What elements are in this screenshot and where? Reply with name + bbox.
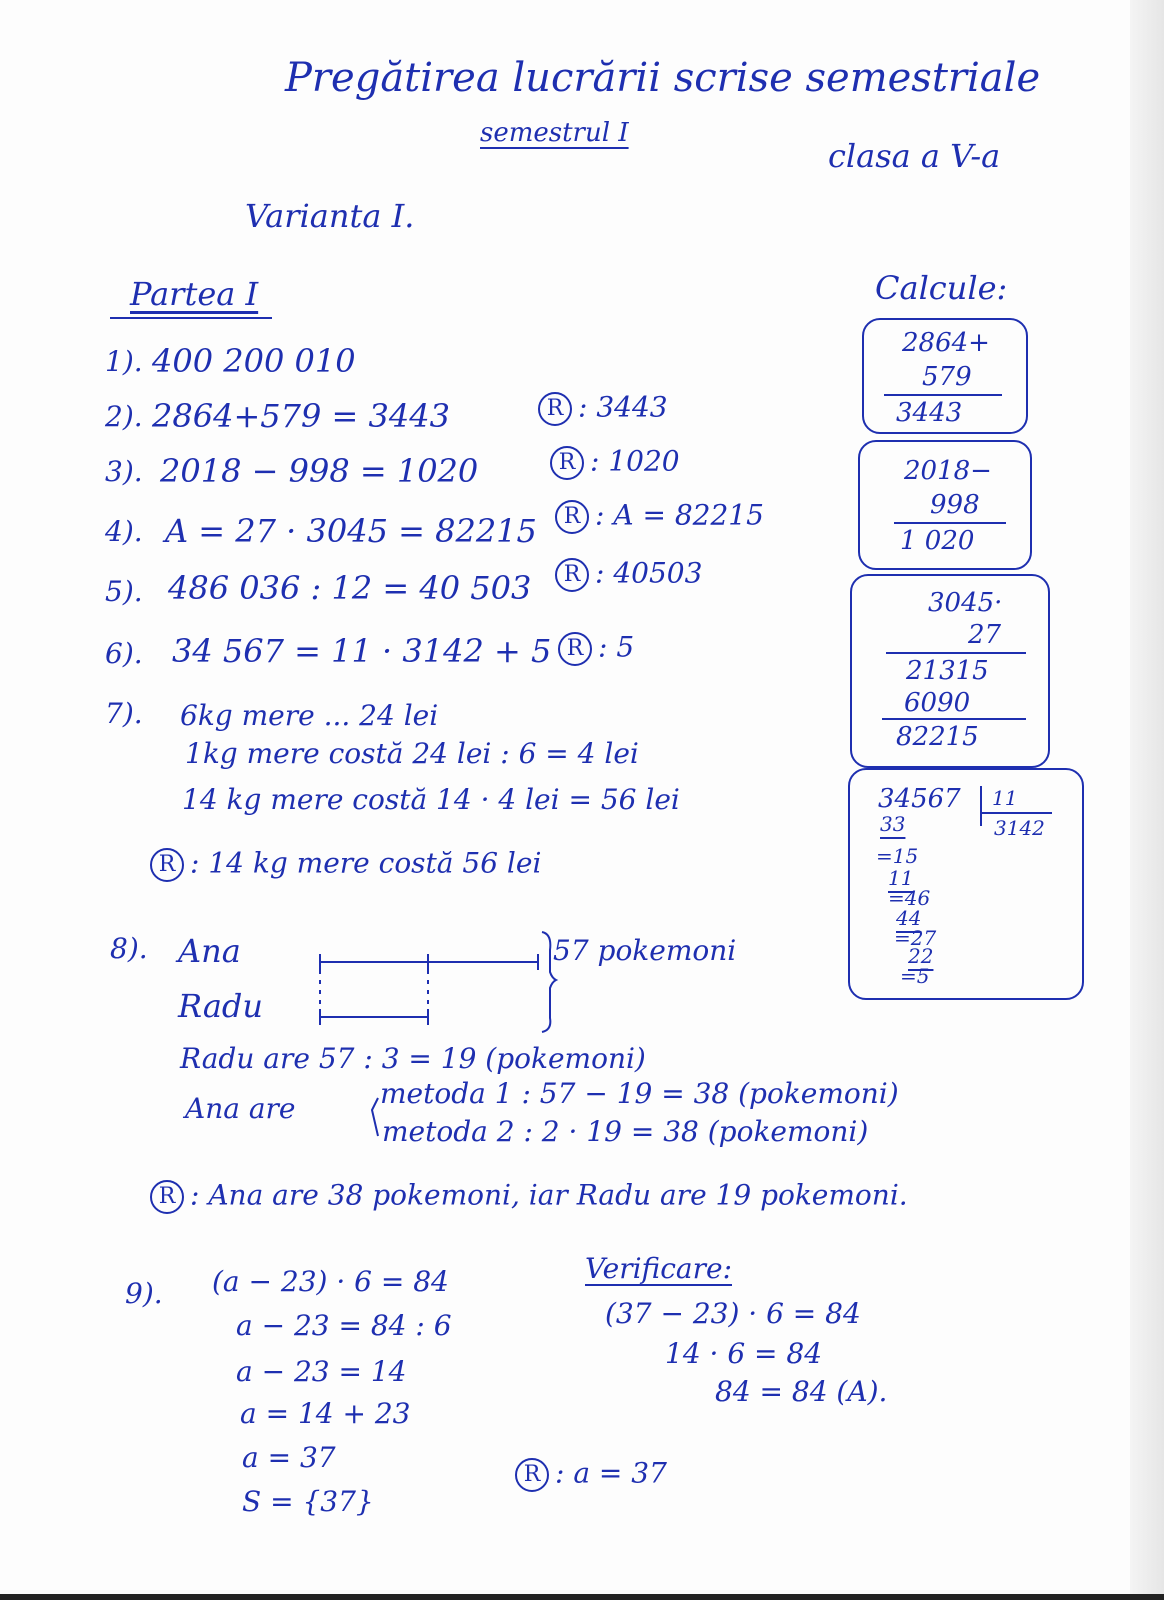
problem-number: 1). <box>105 345 143 378</box>
answer-circle: R <box>150 1180 184 1214</box>
problem-number: 4). <box>105 515 143 548</box>
segment-total: 57 pokemoni <box>553 934 737 967</box>
problem-number: 8). <box>110 932 148 965</box>
verification-step: 14 · 6 = 84 <box>665 1337 823 1370</box>
problem-8-line: Radu are 57 : 3 = 19 (pokemoni) <box>180 1042 646 1075</box>
verification-title: Verificare: <box>585 1252 732 1285</box>
problem-number: 5). <box>105 575 143 608</box>
problem-answer: R : A = 82215 <box>555 500 764 534</box>
problem-answer: R : 40503 <box>555 558 702 592</box>
calc-box-addition: 2864+ 579 3443 <box>862 318 1028 434</box>
semester-label: semestrul I <box>480 118 629 148</box>
page-title: Pregătirea lucrării scrise semestriale <box>285 55 1041 101</box>
problem-8-answer: R : Ana are 38 pokemoni, iar Radu are 19 pokemoni. <box>150 1180 908 1214</box>
problem-work: 34 567 = 11 · 3142 + 5 <box>172 632 552 670</box>
calc-box-subtraction: 2018− 998 1 020 <box>858 440 1032 570</box>
problem-number: 3). <box>105 455 143 488</box>
problem-work: 2018 − 998 = 1020 <box>160 452 479 490</box>
segment-name-radu: Radu <box>178 987 263 1025</box>
variant-label: Varianta I. <box>245 197 415 235</box>
answer-circle: R <box>150 848 184 882</box>
equation-step: a − 23 = 84 : 6 <box>236 1309 452 1342</box>
problem-8-ana-label: Ana are <box>185 1092 296 1125</box>
calc-box-multiplication: 3045· 27 21315 6090 82215 <box>850 574 1050 768</box>
answer-circle: R <box>555 500 589 534</box>
problem-8-method: metoda 2 : 2 · 19 = 38 (pokemoni) <box>382 1115 869 1148</box>
brace <box>542 932 556 1032</box>
problem-8-method: metoda 1 : 57 − 19 = 38 (pokemoni) <box>380 1077 899 1110</box>
class-label: clasa a V-a <box>828 137 1001 175</box>
problem-work: 2864+579 = 3443 <box>152 397 450 435</box>
problem-9-answer: R : a = 37 <box>515 1458 667 1492</box>
answer-circle: R <box>515 1458 549 1492</box>
calc-box-division: 34567 11 3142 33 =15 11 =46 44 =27 22 =5 <box>848 768 1084 1000</box>
verification-step: (37 − 23) · 6 = 84 <box>605 1297 861 1330</box>
part-heading: Partea I <box>130 275 259 313</box>
problem-answer: R : 5 <box>558 632 634 666</box>
problem-7-line: 14 kg mere costă 14 · 4 lei = 56 lei <box>182 783 680 816</box>
problem-number: 9). <box>125 1277 163 1310</box>
problem-7-answer: R : 14 kg mere costă 56 lei <box>150 848 541 882</box>
method-bracket <box>372 1098 378 1136</box>
problem-work: 400 200 010 <box>152 342 356 380</box>
answer-circle: R <box>555 558 589 592</box>
problem-work: 486 036 : 12 = 40 503 <box>168 569 532 607</box>
problem-number: 2). <box>105 400 143 433</box>
problem-number: 7). <box>105 697 143 730</box>
equation-step: a = 37 <box>242 1441 336 1474</box>
answer-circle: R <box>538 392 572 426</box>
problem-answer: R : 3443 <box>538 392 668 426</box>
problem-7-line: 6kg mere ... 24 lei <box>180 699 439 732</box>
equation-step: S = {37} <box>242 1485 374 1518</box>
equation-step: a − 23 = 14 <box>236 1355 407 1388</box>
answer-circle: R <box>550 446 584 480</box>
answer-circle: R <box>558 632 592 666</box>
calc-heading: Calcule: <box>875 269 1008 307</box>
problem-number: 6). <box>105 637 143 670</box>
equation-step: (a − 23) · 6 = 84 <box>212 1265 449 1298</box>
segment-name-ana: Ana <box>178 932 241 970</box>
problem-7-line: 1kg mere costă 24 lei : 6 = 4 lei <box>185 737 639 770</box>
problem-work: A = 27 · 3045 = 82215 <box>165 512 537 550</box>
problem-answer: R : 1020 <box>550 446 680 480</box>
verification-step: 84 = 84 (A). <box>715 1375 888 1408</box>
equation-step: a = 14 + 23 <box>240 1397 411 1430</box>
